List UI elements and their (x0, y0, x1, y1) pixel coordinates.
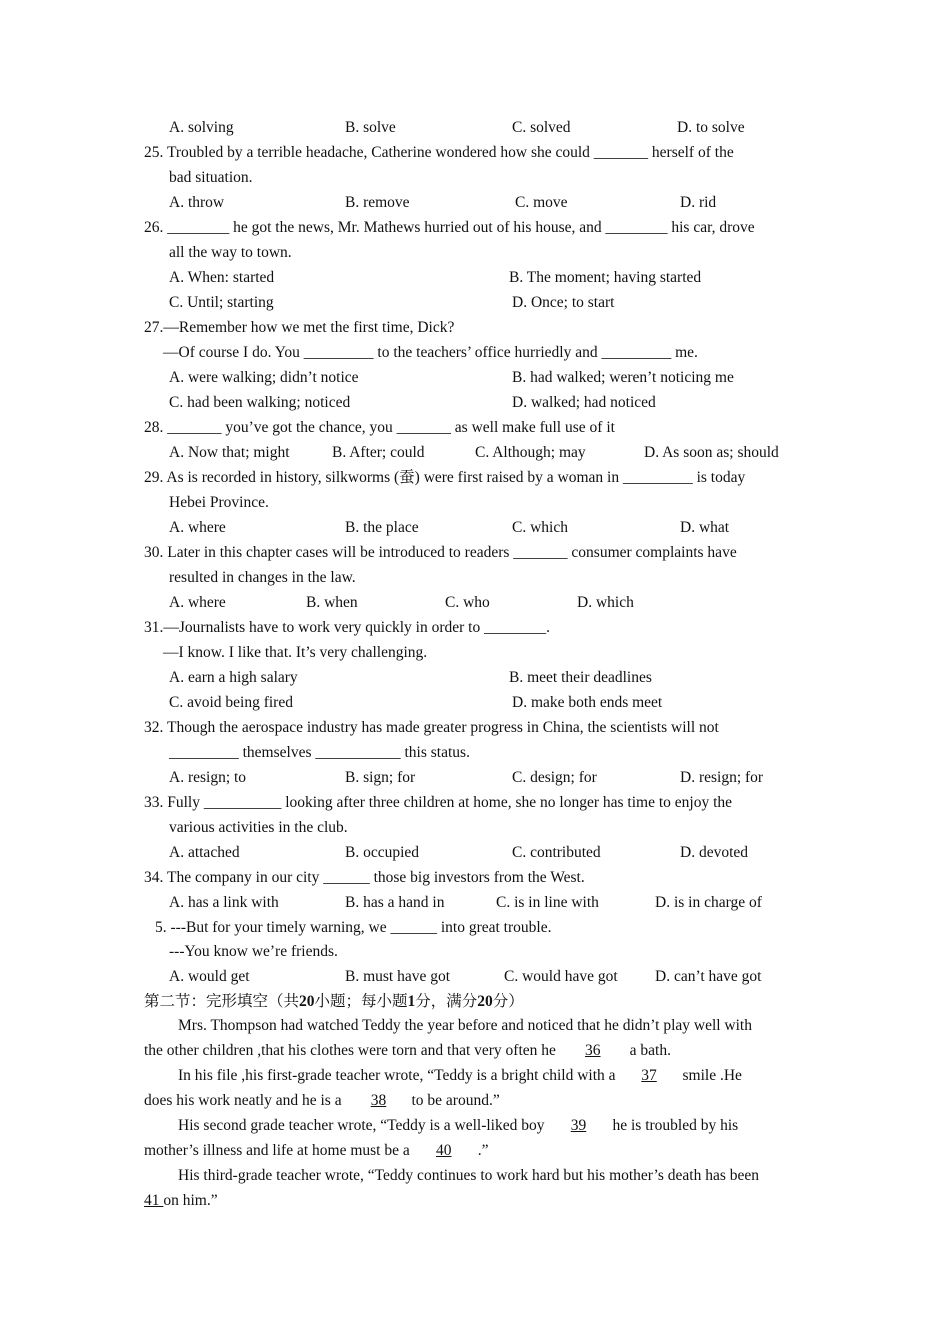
q27-stem: 27.—Remember how we met the first time, Dick? (144, 319, 455, 336)
q27-option-d: D. walked; had noticed (512, 394, 656, 411)
q29-option-b: B. the place (345, 519, 419, 536)
q34-stem: 34. The company in our city ______ those big investors from the West. (144, 869, 585, 886)
q33-option-a: A. attached (169, 844, 240, 861)
blank-39: 39 (570, 1117, 587, 1134)
q28-option-c: C. Although; may (475, 444, 586, 461)
q26-option-d: D. Once; to start (512, 294, 615, 311)
q29-option-a: A. where (169, 519, 226, 536)
q24-option-a: A. solving (169, 119, 234, 136)
q35-option-a: A. would get (169, 968, 250, 985)
q29-stem: 29. As is recorded in history, silkworms (蚕) were first raised by a woman in _________ is today (144, 469, 746, 486)
q25-stem: 25. Troubled by a terrible headache, Catherine wondered how she could _______ herself of the (144, 144, 734, 161)
q31-stem-reply: —I know. I like that. It’s very challenging. (163, 644, 428, 661)
q32-option-d: D. resign; for (680, 769, 764, 786)
q26-option-a: A. When: started (169, 269, 275, 286)
q34-option-b: B. has a hand in (345, 894, 445, 911)
q32-option-b: B. sign; for (345, 769, 416, 786)
q29-stem-cont: Hebei Province. (169, 494, 269, 511)
q35-stem: 5. ---But for your timely warning, we ______ into great trouble. (155, 919, 552, 936)
q25-option-c: C. move (515, 194, 568, 211)
q26-option-b: B. The moment; having started (509, 269, 702, 286)
q25-option-d: D. rid (680, 194, 717, 211)
passage-p1-line1: Mrs. Thompson had watched Teddy the year before and noticed that he didn’t play well with (178, 1017, 752, 1034)
q35-stem-reply: ---You know we’re friends. (169, 943, 338, 960)
q24-option-b: B. solve (345, 119, 396, 136)
q34-option-d: D. is in charge of (655, 894, 762, 911)
passage-p3-line1: His second grade teacher wrote, “Teddy is a well-liked boy 39 he is troubled by his (178, 1117, 739, 1134)
q33-option-d: D. devoted (680, 844, 749, 861)
q29-option-d: D. what (680, 519, 730, 536)
q29-option-c: C. which (512, 519, 568, 536)
q30-option-b: B. when (306, 594, 358, 611)
passage-p4-line2: 41 on him.” (144, 1192, 218, 1209)
q27-option-b: B. had walked; weren’t noticing me (512, 369, 734, 386)
q30-option-c: C. who (445, 594, 490, 611)
q26-option-c: C. Until; starting (169, 294, 274, 311)
q33-option-c: C. contributed (512, 844, 601, 861)
q34-option-a: A. has a link with (169, 894, 279, 911)
blank-36: 36 (585, 1042, 601, 1059)
q32-option-a: A. resign; to (169, 769, 247, 786)
q30-option-a: A. where (169, 594, 226, 611)
q31-stem: 31.—Journalists have to work very quickly in order to ________. (144, 619, 550, 636)
q25-option-a: A. throw (169, 194, 225, 211)
blank-41: 41 (144, 1192, 160, 1209)
passage-p3-line2: mother’s illness and life at home must be a 40 .” (144, 1142, 489, 1159)
passage-p2-line2: does his work neatly and he is a 38 to be around.” (144, 1092, 500, 1109)
q28-option-b: B. After; could (332, 444, 425, 461)
q26-stem: 26. ________ he got the news, Mr. Mathews hurried out of his house, and ________ his car, drove (144, 219, 755, 236)
passage-p1-line2: the other children ,that his clothes were torn and that very often he 36 a bath. (144, 1042, 671, 1059)
q34-option-c: C. is in line with (496, 894, 599, 911)
q33-stem-cont: various activities in the club. (169, 819, 348, 836)
q31-option-a: A. earn a high salary (169, 669, 298, 686)
q25-stem-cont: bad situation. (169, 169, 253, 186)
q30-stem-cont: resulted in changes in the law. (169, 569, 356, 586)
q27-option-c: C. had been walking; noticed (169, 394, 351, 411)
q24-option-c: C. solved (512, 119, 571, 136)
blank-38: 38 (370, 1092, 387, 1109)
q25-option-b: B. remove (345, 194, 410, 211)
q32-stem: 32. Though the aerospace industry has made greater progress in China, the scientists will not (144, 719, 719, 736)
q30-stem: 30. Later in this chapter cases will be introduced to readers _______ consumer complaints have (144, 544, 737, 561)
q31-option-b: B. meet their deadlines (509, 669, 652, 686)
q30-option-d: D. which (577, 594, 634, 611)
passage-p2-line1: In his file ,his first-grade teacher wrote, “Teddy is a bright child with a 37 smile .He (178, 1067, 742, 1084)
q27-stem-reply: —Of course I do. You _________ to the teachers’ office hurriedly and _________ me. (163, 344, 698, 361)
q28-option-d: D. As soon as; should (644, 444, 779, 461)
q32-option-c: C. design; for (512, 769, 597, 786)
q33-option-b: B. occupied (345, 844, 420, 861)
q27-option-a: A. were walking; didn’t notice (169, 369, 359, 386)
blank-40: 40 (436, 1142, 452, 1159)
q31-option-d: D. make both ends meet (512, 694, 663, 711)
q35-option-d: D. can’t have got (655, 968, 762, 985)
section-heading: 第二节：完形填空（共20小题；每小题1分，满分20分） (144, 993, 524, 1010)
q35-option-c: C. would have got (504, 968, 618, 985)
q24-option-d: D. to solve (677, 119, 745, 136)
passage-p4-line1: His third-grade teacher wrote, “Teddy continues to work hard but his mother’s death has been (178, 1167, 759, 1184)
q32-stem-cont: _________ themselves ___________ this status. (169, 744, 470, 761)
q28-option-a: A. Now that; might (169, 444, 290, 461)
q26-stem-cont: all the way to town. (169, 244, 292, 261)
q28-stem: 28. _______ you’ve got the chance, you _______ as well make full use of it (144, 419, 615, 436)
blank-37: 37 (641, 1067, 657, 1084)
q31-option-c: C. avoid being fired (169, 694, 293, 711)
q33-stem: 33. Fully __________ looking after three children at home, she no longer has time to enjoy the (144, 794, 733, 811)
q35-option-b: B. must have got (345, 968, 451, 985)
